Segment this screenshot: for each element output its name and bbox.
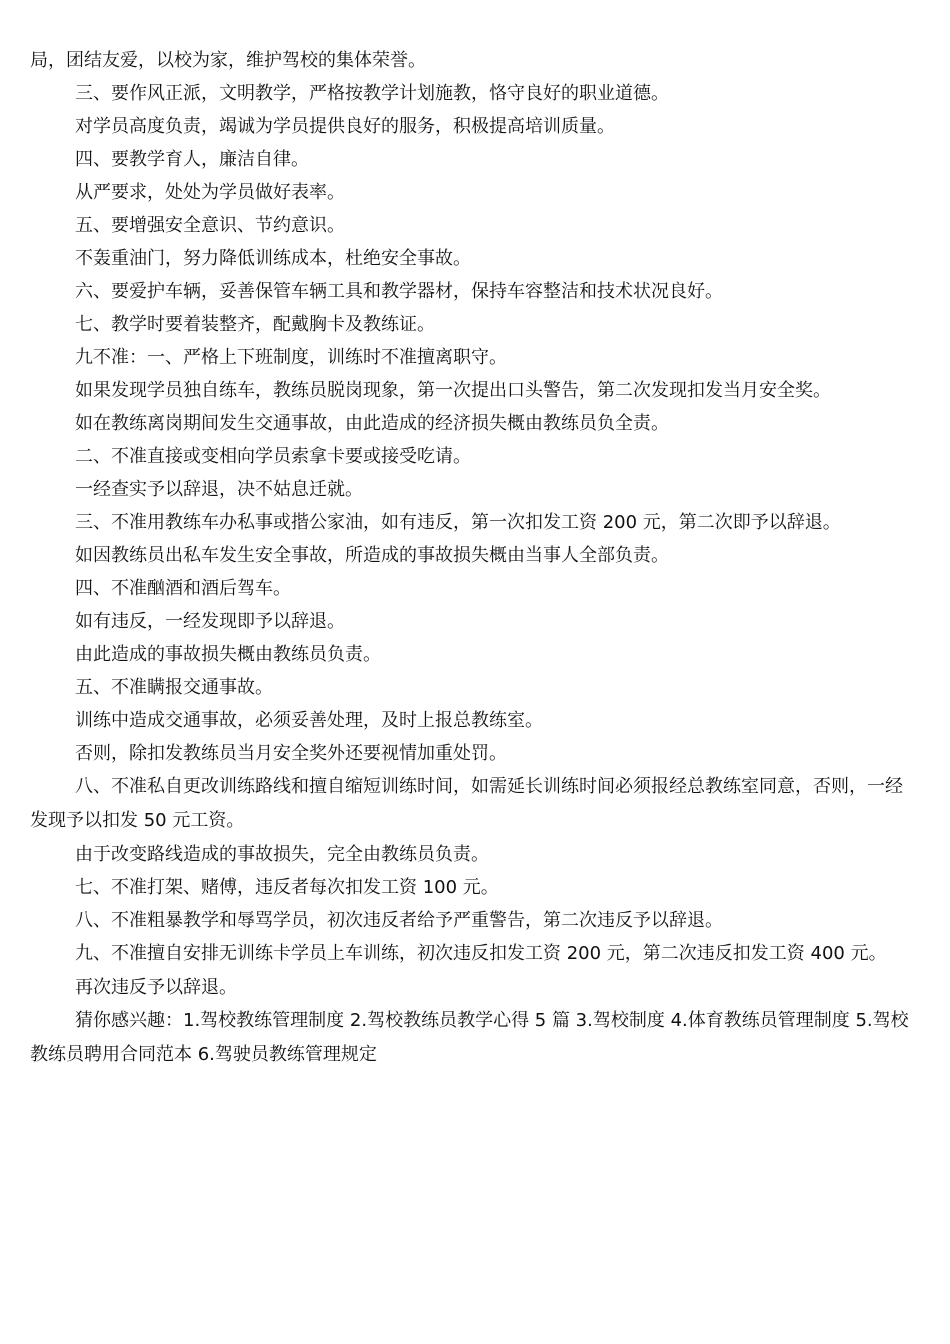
- paragraph-25: 七、不准打架、赌傅，违反者每次扣发工资 100 元。: [75, 877, 499, 898]
- paragraph-13: 二、不准直接或变相向学员索拿卡要或接受吃请。: [75, 446, 471, 467]
- paragraph-24: 由于改变路线造成的事故损失，完全由教练员负责。: [75, 844, 489, 865]
- paragraph-5: 从严要求，处处为学员做好表率。: [75, 182, 345, 203]
- paragraph-7: 不轰重油门，努力降低训练成本，杜绝安全事故。: [75, 248, 471, 269]
- paragraph-18: 如有违反，一经发现即予以辞退。: [75, 611, 345, 632]
- paragraph-14: 一经查实予以辞退，决不姑息迁就。: [75, 479, 363, 500]
- paragraph-3: 对学员高度负责，竭诚为学员提供良好的服务，积极提高培训质量。: [75, 116, 615, 137]
- paragraph-11: 如果发现学员独自练车，教练员脱岗现象，第一次提出口头警告，第二次发现扣发当月安全奖。: [75, 380, 831, 401]
- paragraph-15: 三、不准用教练车办私事或揩公家油，如有违反，第一次扣发工资 200 元，第二次即予以辞退。: [75, 512, 841, 533]
- paragraph-16: 如因教练员出私车发生安全事故，所造成的事故损失概由当事人全部负责。: [75, 545, 669, 566]
- paragraph-27: 九、不准擅自安排无训练卡学员上车训练，初次违反扣发工资 200 元，第二次违反扣发工资 400 元。: [75, 943, 887, 964]
- paragraph-6: 五、要增强安全意识、节约意识。: [75, 215, 345, 236]
- paragraph-22: 否则，除扣发教练员当月安全奖外还要视情加重处罚。: [75, 743, 507, 764]
- paragraph-2: 三、要作风正派，文明教学，严格按教学计划施教，恪守良好的职业道德。: [75, 83, 669, 104]
- paragraph-26: 八、不准粗暴教学和辱骂学员，初次违反者给予严重警告，第二次违反予以辞退。: [75, 910, 723, 931]
- paragraph-9: 七、教学时要着装整齐，配戴胸卡及教练证。: [75, 314, 435, 335]
- paragraph-21: 训练中造成交通事故，必须妥善处理，及时上报总教练室。: [75, 710, 543, 731]
- paragraph-10: 九不准：一、严格上下班制度，训练时不准擅离职守。: [75, 347, 507, 368]
- paragraph-19: 由此造成的事故损失概由教练员负责。: [75, 644, 381, 665]
- paragraph-12: 如在教练离岗期间发生交通事故，由此造成的经济损失概由教练员负全责。: [75, 413, 669, 434]
- paragraph-8: 六、要爱护车辆，妥善保管车辆工具和教学器材，保持车容整洁和技术状况良好。: [75, 281, 723, 302]
- paragraph-28: 再次违反予以辞退。: [75, 977, 237, 998]
- paragraph-20: 五、不准瞒报交通事故。: [75, 677, 273, 698]
- paragraph-23: 八、不准私自更改训练路线和擅自缩短训练时间，如需延长训练时间必须报经总教练室同意，否则，一经发现予以扣发 50 元工资。: [30, 776, 903, 831]
- paragraph-17: 四、不准酗酒和酒后驾车。: [75, 578, 291, 599]
- paragraph-4: 四、要教学育人，廉洁自律。: [75, 149, 309, 170]
- paragraph-1: 局，团结友爱，以校为家，维护驾校的集体荣誉。: [30, 50, 426, 71]
- document-body: [30, 44, 920, 1072]
- related-links-paragraph: 猜你感兴趣：1.驾校教练管理制度 2.驾校教练员教学心得 5 篇 3.驾校制度 4.体育教练员管理制度 5.驾校教练员聘用合同范本 6.驾驶员教练管理规定: [30, 1010, 909, 1065]
